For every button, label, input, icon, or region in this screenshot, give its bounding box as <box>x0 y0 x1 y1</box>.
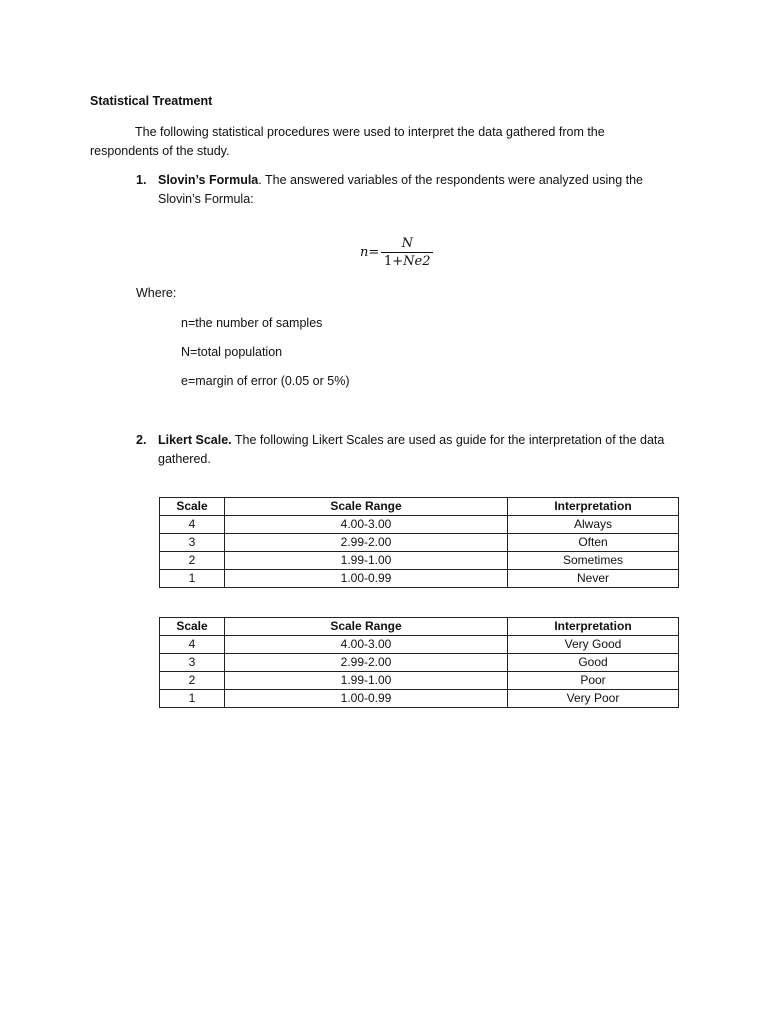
section-heading: Statistical Treatment <box>90 94 213 108</box>
definition-e: e=margin of error (0.05 or 5%) <box>181 374 350 388</box>
cell-scale: 2 <box>160 672 225 690</box>
header-scale-range: Scale Range <box>225 498 508 516</box>
cell-scale: 3 <box>160 654 225 672</box>
list-item-likert-scale <box>136 431 666 469</box>
definition-N: N=total population <box>181 345 283 359</box>
cell-interpretation: Very Poor <box>508 690 679 708</box>
list-number: 1. <box>136 173 147 187</box>
cell-scale-range: 2.99-2.00 <box>225 534 508 552</box>
cell-scale: 2 <box>160 552 225 570</box>
formula-lhs: n= <box>360 245 380 260</box>
cell-scale: 4 <box>160 516 225 534</box>
list-item-body <box>158 171 666 209</box>
header-scale: Scale <box>160 498 225 516</box>
table-row <box>160 552 679 570</box>
cell-scale-range: 1.00-0.99 <box>225 570 508 588</box>
likert-table-frequency <box>159 497 679 588</box>
cell-scale: 4 <box>160 636 225 654</box>
list-item-text: The following Likert Scales are used as guide for the interpretation of the data gathered. <box>158 433 665 466</box>
table-row <box>160 672 679 690</box>
table-header-row <box>160 618 679 636</box>
slovins-formula <box>360 236 433 269</box>
cell-scale-range: 4.00-3.00 <box>225 636 508 654</box>
formula-denominator-constant: 1+ <box>384 254 404 269</box>
cell-interpretation: Poor <box>508 672 679 690</box>
header-scale-range: Scale Range <box>225 618 508 636</box>
list-item-term: Slovin’s Formula <box>158 173 259 187</box>
list-number: 2. <box>136 433 147 447</box>
cell-interpretation: Always <box>508 516 679 534</box>
cell-interpretation: Never <box>508 570 679 588</box>
table-header-row <box>160 498 679 516</box>
header-scale: Scale <box>160 618 225 636</box>
table-row <box>160 570 679 588</box>
cell-scale-range: 2.99-2.00 <box>225 654 508 672</box>
cell-interpretation: Very Good <box>508 636 679 654</box>
cell-scale-range: 1.99-1.00 <box>225 552 508 570</box>
definition-n: n=the number of samples <box>181 316 323 330</box>
table-row <box>160 654 679 672</box>
cell-scale-range: 1.00-0.99 <box>225 690 508 708</box>
cell-scale: 1 <box>160 570 225 588</box>
list-item-text: . The answered variables of the respondents were analyzed using the Slovin’s Formula: <box>158 173 643 206</box>
table-row <box>160 690 679 708</box>
cell-interpretation: Sometimes <box>508 552 679 570</box>
cell-scale: 3 <box>160 534 225 552</box>
header-interpretation: Interpretation <box>508 498 679 516</box>
cell-scale-range: 4.00-3.00 <box>225 516 508 534</box>
formula-denominator <box>384 253 431 269</box>
cell-scale: 1 <box>160 690 225 708</box>
where-label: Where: <box>136 286 177 300</box>
formula-numerator: N <box>381 236 433 253</box>
table-row <box>160 534 679 552</box>
formula-denominator-variable: Ne2 <box>403 254 431 269</box>
list-item-slovins-formula <box>136 171 666 209</box>
list-item-body <box>158 431 666 469</box>
list-item-term: Likert Scale. <box>158 433 232 447</box>
table-row <box>160 636 679 654</box>
likert-table-quality <box>159 617 679 708</box>
cell-interpretation: Good <box>508 654 679 672</box>
table-row <box>160 516 679 534</box>
formula-fraction <box>381 236 433 269</box>
intro-paragraph: The following statistical procedures were used to interpret the data gathered from the respondents of the study. <box>90 125 605 158</box>
cell-scale-range: 1.99-1.00 <box>225 672 508 690</box>
cell-interpretation: Often <box>508 534 679 552</box>
header-interpretation: Interpretation <box>508 618 679 636</box>
